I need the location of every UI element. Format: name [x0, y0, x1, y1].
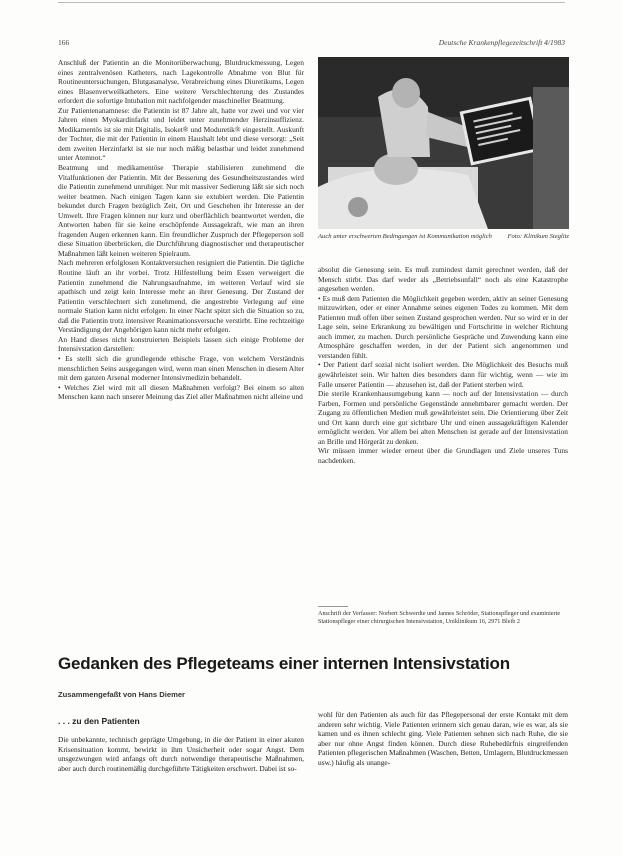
- paragraph: Anschluß der Patientin an die Monitorüberwachung, Blutdruckmessung, Legen eines zentralvenösen Katheters, nach Lagekontrolle Abnahme von Blut für Routineuntersuchungen, Blutgasanalyse, Verabreichung eines Diuretikums, Legen eines Blasenverweilkatheters. Eine weitere Verschlechterung des Zustandes erfordert die sofortige Intubation mit nachfolgender maschineller Beatmung.: [58, 58, 304, 106]
- paragraph: Die unbekannte, technisch geprägte Umgebung, in die der Patient in einer akuten Krisensituation kommt, bewirkt in ihm Unsicherheit oder sogar Angst. Dem unsgezwungen wird anfangs oft durch notwendige therapeutische Maßnahmen, aber auch durch routinemäßig durchgeführte Tätigkeiten erschwert. Dabei ist so-: [58, 735, 304, 773]
- journal-header: Deutsche Krankenpflegezeitschrift 4/1983: [438, 38, 565, 47]
- photo-credit: Foto: Klinikum Steglitz: [507, 233, 569, 240]
- right-column: [318, 265, 568, 465]
- photo-patient-communication: [318, 57, 569, 229]
- paragraph: • Es stellt sich die grundlegende ethische Frage, von welchem Verständnis menschlichen Seins ausgegangen wird, wenn man einen Menschen in diesem Alter mit dem ganzen Arsenal moderner Intensivmedizin behandelt.: [58, 353, 304, 383]
- paragraph: • Welches Ziel wird mit all diesen Maßnahmen verfolgt? Bei einem so alten Menschen kann nach unserer Meinung das Ziel aller Maßnahmen nicht alleine und: [58, 382, 304, 402]
- photo-illustration: [318, 57, 569, 229]
- paragraph: • Es muß dem Patienten die Möglichkeit gegeben werden, aktiv an seiner Genesung mitzuwirken, oder er einer Annahme seines eigenen Todes zu kommen. Mit dem Patienten muß offen über seinen Zustand gesprochen werden. Nur so wird er in der Lage sein, seine Erkrankung zu bewältigen und Fortschritte in welcher Richtung auch immer, zu machen. Durch persönliche Gespräche und Zuwendung kann eine Atmosphäre geschaffen werden, in der der Patient sich angenommen und verstanden fühlt.: [318, 293, 568, 360]
- author-footnote: [318, 606, 568, 625]
- paragraph: Beatmung und medikamentöse Therapie stabilisieren zunehmend die Vitalfunktionen der Patientin. Mit der Besserung des Gesundheitszustandes wird die Patientin zunehmend unruhiger. Nur mit massiver Sedierung läßt sie sich noch weiter beatmen. Nach einigen Tagen kann sie extubiert werden. Die Patientin bekundet durch Fragen bezüglich Zeit, Ort und Geschehen ihr Interesse an der Umwelt. Ihre Fragen können nur kurz und oberflächlich beantwortet werden, die Antworten haben für sie keine erschöpfende Aussagekraft, wie man an ihren fragenden Augen erkennen kann. Ein freundlicher Zuspruch der Pflegeperson soll diese Situation überbrücken, die Durchführung diagnostischer und therapeutischer Maßnahmen läßt keinen weiteren Spielraum.: [58, 163, 304, 258]
- left-column: [58, 58, 304, 402]
- section-subhead: . . . zu den Patienten: [58, 716, 140, 726]
- article-right-column: [318, 710, 568, 768]
- paragraph: absolut die Genesung sein. Es muß zumindest damit gerechnet werden, daß der Mensch stirbt. Das darf weder als „Betriebsunfall“ noch als eine Katastrophe angesehen werden.: [318, 265, 568, 294]
- paragraph: Die sterile Krankenhausumgebung kann — noch auf der Intensivstation — durch Farben, Formen und persönliche Gegenstände annehmbarer gemacht werden. Der Zugang zu öffentlichen Medien muß gewährleistet sein. Die Orientierung über Zeit und Ort kann durch eine gut sichtbare Uhr und einen aussagekräftigen Kalender ermöglicht werden. Vor allem bei alten Menschen ist gerade auf der Intensivstation an Brille und Hörgerät zu denken.: [318, 389, 568, 446]
- photo-caption: [318, 233, 569, 241]
- paragraph: Nach mehreren erfolglosen Kontaktversuchen resigniert die Patientin. Die tägliche Routine läuft an ihr vorbei. Trotz Hilfestellung beim Essen verweigert die Patientin zunehmend die Nahrungsaufnahme, im weiteren Verlauf wird sie apathisch und zeigt kein Interesse mehr an ihrer Genesung. Der Zustand der Patientin verschlechtert sich zunehmend, die angestrebte Verlegung auf eine normale Station kann nicht erfolgen. In einer Nacht spitzt sich die Situation so zu, daß die Patientin trotz intensiver Reanimationsversuche verstirbt. Eine rechtzeitige Verständigung der Angehörigen kann nicht mehr erfolgen.: [58, 258, 304, 335]
- paragraph: An Hand dieses nicht konstruierten Beispiels lassen sich einige Probleme der Intensivstation darstellen:: [58, 334, 304, 354]
- page-number: 166: [58, 38, 70, 47]
- article-byline: Zusammengefaßt von Hans Diemer: [58, 690, 186, 699]
- paragraph: • Der Patient darf sozial nicht isoliert werden. Die Möglichkeit des Besuchs muß gewährleistet sein. Wir halten dies besonders dann für wichtig, wenn — wie im Falle unserer Patientin — abzusehen ist, daß der Patient sterben wird.: [318, 360, 568, 389]
- article-title: Gedanken des Pflegeteams einer internen Intensivstation: [58, 654, 510, 673]
- paragraph: Zur Patientenanamnese: die Patientin ist 87 Jahre alt, hatte vor zwei und vor vier Jahren einen Myokardinfarkt und leidet unter zunehmender Herzinsuffizienz. Medikamentös ist sie mit Digitalis, Isoket® und Moduretik® eingestellt. Auskunft der Tochter, die mit der Patientin in einem Haushalt lebt und diese versorgt: „Seit dem zweiten Herzinfarkt ist sie nur noch mäßig belastbar und leidet zunehmend unter Atemnot.“: [58, 105, 304, 163]
- caption-text: Auch unter erschwerten Bedingungen ist Kommunikation möglich: [318, 233, 492, 240]
- footnote-text: Anschrift der Verfasser: Norbert Schwerdte und Jannes Schröder, Stationspfleger und examinierte Stationspfleger einer chirurgischen Intensivstation, Uniklinikum 16, 2971 Bleib 2: [318, 610, 561, 625]
- top-rule: [58, 2, 565, 3]
- article-left-column: [58, 735, 304, 773]
- paragraph: wohl für den Patienten als auch für das Pflegepersonal der erste Kontakt mit dem anderen sehr wichtig. Viele Patienten erinnern sich genau daran, wie es war, als sie kamen und es ihnen schlecht ging. Viele Patienten sehnen sich nach Ruhe, die sie aber nur ohne Angst finden können. Durch diese Ruhebedürfnis eingreifenden Patienten pflegerischen Maßnahmen (Waschen, Betten, Umlagern, Blutdruckmessen usw.) häufig als unange-: [318, 710, 568, 767]
- footnote-rule: [318, 606, 348, 607]
- paragraph: Wir müssen immer wieder erneut über die Grundlagen und Ziele unseres Tuns nachdenken.: [318, 446, 568, 465]
